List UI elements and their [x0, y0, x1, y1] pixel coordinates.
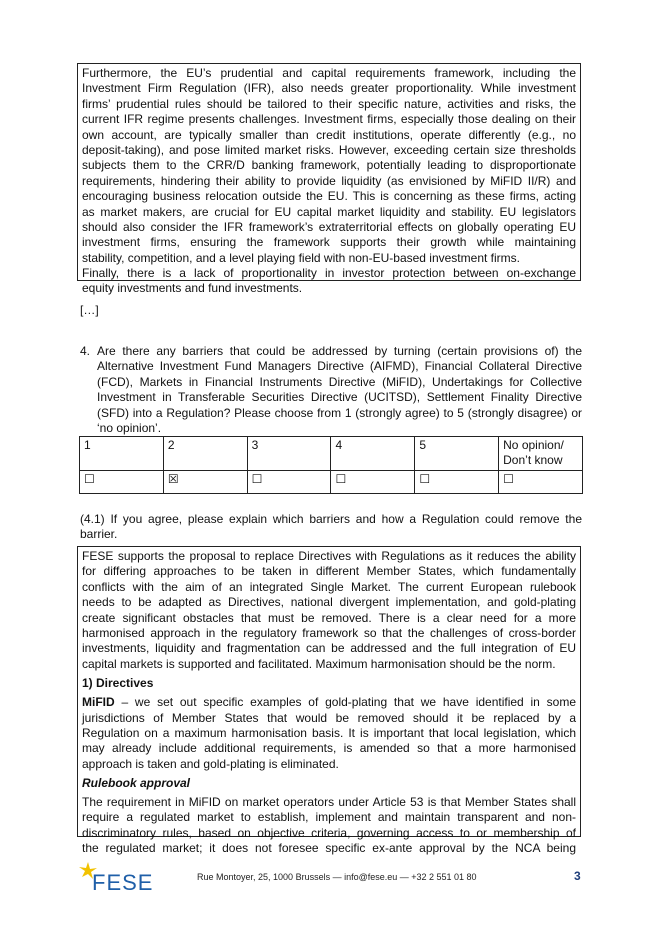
text-line: may already include additional requirements, is amended so that a more harmonised [82, 741, 576, 756]
omission-marker: […] [80, 303, 99, 317]
text-line: needs to be adapted as Directives, national divergent implementation, and gold-plating [82, 595, 576, 610]
rating-header-1: 1 [80, 437, 164, 471]
text-line: ‘no opinion’. [97, 420, 162, 435]
text-line: for differing approaches to be taken in different Member States, which fundamentally [82, 564, 576, 579]
checkbox[interactable]: ☐ [84, 471, 95, 486]
text-line: MiFID – we set out specific examples of gold-plating that we have identified in some [82, 695, 576, 710]
checkbox[interactable]: ☐ [503, 471, 514, 486]
text-line: the regulated market; it does not foresee specific ex-ante approval by the NCA being [82, 841, 576, 856]
rating-cell [247, 470, 331, 493]
rating-header-3: 3 [247, 437, 331, 471]
section-heading: 1) Directives [82, 676, 154, 691]
question-4-text [97, 344, 582, 436]
response-box-regulation [77, 546, 581, 856]
text-line: barrier. [80, 527, 118, 542]
checkbox[interactable]: ☐ [419, 471, 431, 486]
text-line: (4.1) If you agree, please explain which barriers and how a Regulation could remove the [80, 512, 582, 526]
text-line: as market makers, are crucial for EU capital market liquidity and stability. EU legislators [82, 204, 576, 219]
text-line: Finally, there is a lack of proportionality in investor protection between on-exchange [82, 266, 576, 281]
text-line: encouraging business relocation outside the EU. This is concerning as these firms, acting [82, 189, 576, 204]
text-line: firms’ prudential rules should be tailored to their specific nature, activities and risks, the [82, 96, 576, 111]
text-line: FESE supports the proposal to replace Directives with Regulations as it reduces the ability [82, 549, 576, 563]
checkbox[interactable]: ☐ [251, 471, 263, 486]
text-line: (FCD), Markets in Financial Instruments Directive (MiFID), Undertakings for Collective [97, 374, 582, 389]
rating-header-2: 2 [163, 437, 247, 471]
rating-table [79, 436, 583, 494]
svg-text:FESE: FESE [92, 870, 154, 894]
text-line: Furthermore, the EU’s prudential and capital requirements framework, including the [82, 66, 576, 80]
fese-logo [78, 860, 168, 894]
text-line: requirements, hindering their ability to provide liquidity (as envisioned by MiFID II/R) and [82, 173, 576, 188]
text-line: Investment Firm Regulation (IFR), also needs greater proportionality. While investment [82, 81, 576, 96]
text-line: discriminatory rules, based on objective criteria, governing access to or membership of [82, 825, 576, 840]
bold-label: MiFID [82, 695, 115, 710]
text-line: approach is taken and gold-plating is eliminated. [82, 756, 339, 771]
question-4-1-text [80, 512, 582, 543]
mifid-paragraph [82, 695, 580, 772]
text-line: The requirement in MiFID on market operators under Article 53 is that Member States shall [82, 795, 576, 810]
rating-header-4: 4 [331, 437, 415, 471]
text-line: stability, competition, and a level playing field with non-EU-based investment firms. [82, 250, 520, 265]
text-line: require a regulated market to establish, implement and maintain transparent and non- [82, 810, 576, 825]
text-line: conflicts with the aim of an integrated Single Market. The current European rulebook [82, 579, 576, 594]
text-line: harmonised approach in the regulatory framework so that the challenges of cross-border [82, 625, 576, 640]
rating-header-6: No opinion/ Don’t know [499, 437, 583, 471]
rating-cell [80, 470, 164, 493]
rating-cell [499, 470, 583, 493]
subheading: Rulebook approval [82, 776, 191, 791]
text-line: create significant obstacles that must be removed. There is a clear need for a more [82, 610, 576, 625]
checked-checkbox[interactable]: ☒ [167, 471, 179, 486]
text-line: investments, liquidity and fragmentation can be addressed and the full integration of EU [82, 641, 576, 656]
text-line: Investment in Transferable Securities Directive (UCITSD), Settlement Finality Directive [97, 390, 582, 405]
rating-cell [331, 470, 415, 493]
rulebook-paragraph [82, 795, 580, 857]
text-line: equity investments and fund investments. [82, 281, 303, 296]
text-line: Are there any barriers that could be addressed by turning (certain provisions of) the [97, 344, 582, 358]
text-line: deposit-taking), and pose limited market risks. However, exceeding certain size thresholds [82, 142, 576, 157]
text-line: own account, are typically smaller than credit institutions, operate differently (e.g., no [82, 127, 576, 142]
page-number: 3 [574, 869, 581, 883]
checkbox[interactable]: ☐ [335, 471, 347, 486]
rating-cell [163, 470, 247, 493]
text-line: capital markets is supported and facilitated. Maximum harmonisation should be the norm. [82, 656, 556, 671]
response-box-proportionality [77, 63, 581, 296]
intro-paragraph [82, 549, 580, 672]
text-line: jurisdictions of Member States that would be removed should it be replaced by a [82, 710, 576, 725]
question-number: 4. [80, 344, 91, 358]
rating-cell [415, 470, 499, 493]
rating-header-5: 5 [415, 437, 499, 471]
text-line: investment firms, ensuring the framework supports their growth while maintaining [82, 235, 576, 250]
text-line: subjects them to the CRR/D banking framework, potentially leading to disproportionate [82, 158, 576, 173]
text-line: should also consider the IFR framework’s extraterritorial effects on globally operating EU [82, 219, 576, 234]
text-line: (SFD) into a Regulation? Please choose from 1 (strongly agree) to 5 (strongly disagree) or [97, 405, 582, 420]
footer-address: Rue Montoyer, 25, 1000 Brussels — info@fese.eu — +32 2 551 01 80 [197, 872, 477, 882]
text-line: current IFR regime presents challenges. Investment firms, especially those dealing on their [82, 112, 576, 127]
text-line: Regulation on a maximum harmonisation basis. It is important that local legislation, which [82, 725, 576, 740]
text-line: Alternative Investment Fund Managers Directive (AIFMD), Financial Collateral Directive [97, 359, 582, 374]
